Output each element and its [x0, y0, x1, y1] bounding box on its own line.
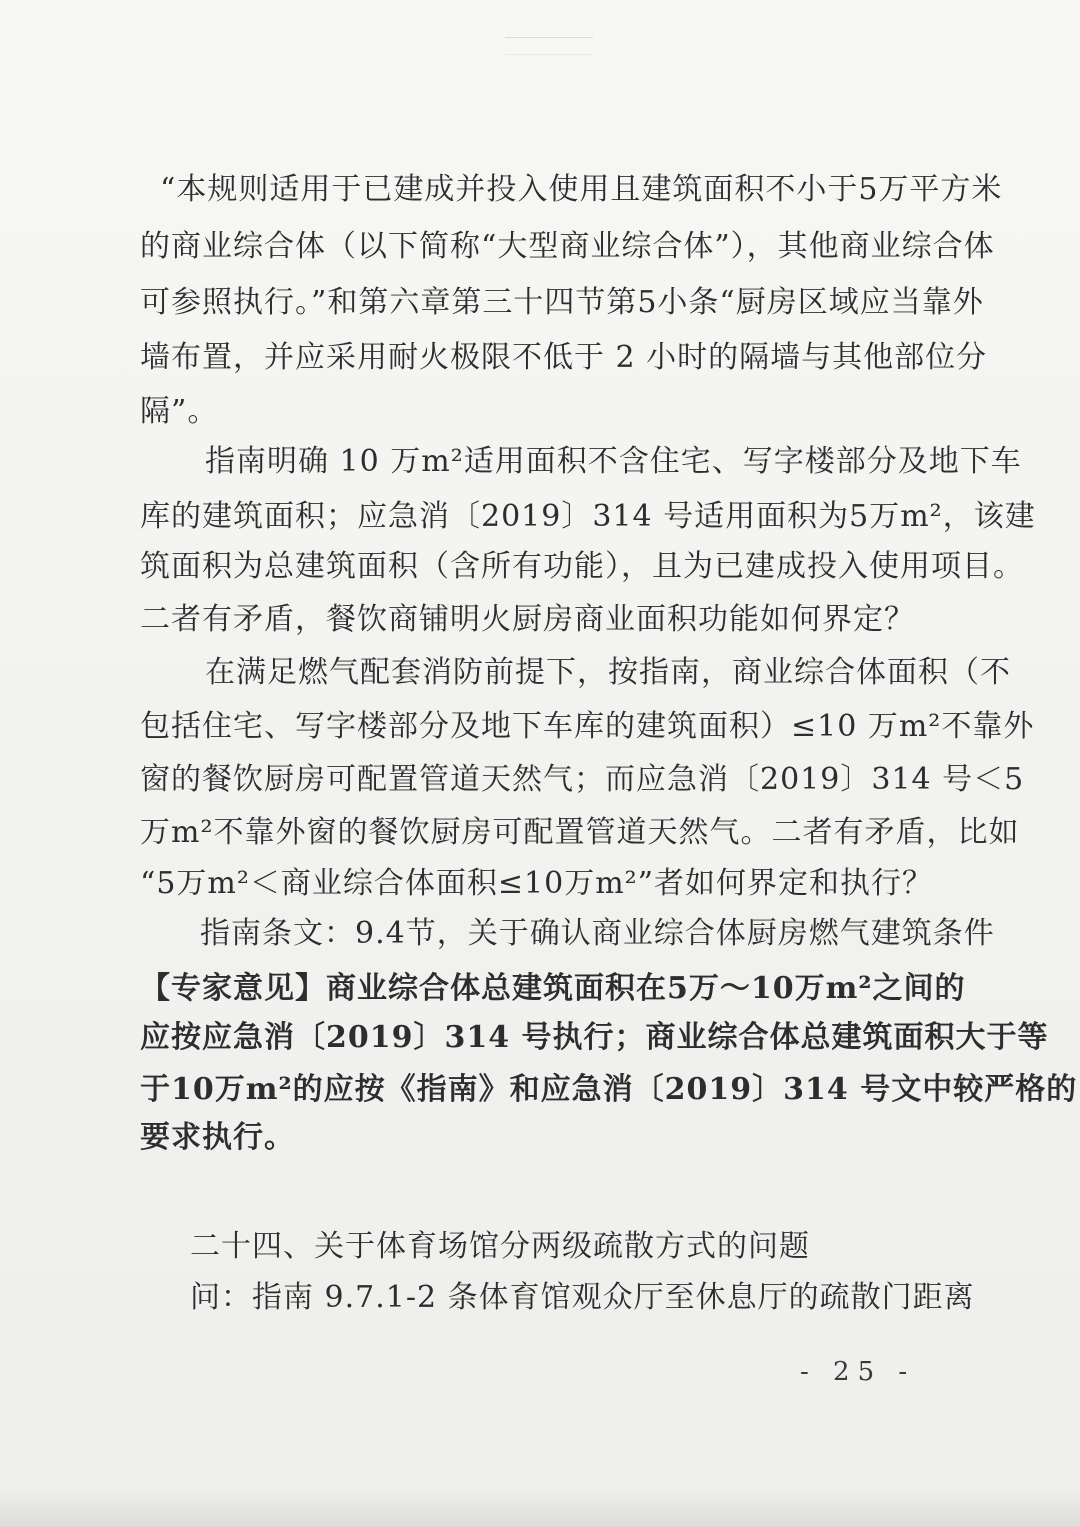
- scan-bottom-edge: [0, 1490, 1080, 1527]
- expert-opinion-line-2: 应按应急消〔2019〕314 号执行；商业综合体总建筑面积大于等: [140, 1020, 1049, 1055]
- paragraph-line-8: 筑面积为总建筑面积（含所有功能），且为已建成投入使用项目。: [140, 549, 1024, 584]
- paragraph-line-10: 在满足燃气配套消防前提下，按指南，商业综合体面积（不: [205, 655, 1011, 690]
- paragraph-line-5: 隔”。: [140, 394, 219, 429]
- paragraph-line-2: 的商业综合体（以下简称“大型商业综合体”），其他商业综合体: [140, 229, 995, 264]
- paragraph-line-4: 墙布置，并应采用耐火极限不低于 2 小时的隔墙与其他部位分: [140, 340, 988, 375]
- section-title: 二十四、关于体育场馆分两级疏散方式的问题: [190, 1229, 810, 1264]
- paragraph-line-12: 窗的餐饮厨房可配置管道天然气；而应急消〔2019〕314 号＜5: [140, 762, 1025, 797]
- expert-opinion-line-3: 于10万m²的应按《指南》和应急消〔2019〕314 号文中较严格的: [140, 1072, 1078, 1107]
- paragraph-line-11: 包括住宅、写字楼部分及地下车库的建筑面积）≤10 万m²不靠外: [140, 709, 1035, 744]
- paragraph-line-7: 库的建筑面积；应急消〔2019〕314 号适用面积为5万m²，该建: [140, 499, 1036, 534]
- paragraph-line-15: 指南条文：9.4节，关于确认商业综合体厨房燃气建筑条件: [200, 916, 995, 951]
- paragraph-line-14: “5万m²＜商业综合体面积≤10万m²”者如何界定和执行？: [140, 866, 934, 901]
- question-line: 问：指南 9.7.1-2 条体育馆观众厅至休息厅的疏散门距离: [190, 1280, 975, 1315]
- paragraph-line-6: 指南明确 10 万m²适用面积不含住宅、写字楼部分及地下车: [205, 444, 1022, 479]
- paragraph-line-13: 万m²不靠外窗的餐饮厨房可配置管道天然气。二者有矛盾，比如: [140, 815, 1020, 850]
- scan-top-mark: [505, 37, 593, 55]
- paragraph-line-1: “本规则适用于已建成并投入使用且建筑面积不小于5万平方米: [160, 172, 1003, 207]
- expert-opinion-line-4: 要求执行。: [140, 1120, 295, 1155]
- expert-opinion-line-1: 【专家意见】商业综合体总建筑面积在5万～10万m²之间的: [140, 971, 966, 1006]
- page-number: - 25 -: [800, 1357, 916, 1387]
- paragraph-line-9: 二者有矛盾，餐饮商铺明火厨房商业面积功能如何界定？: [140, 602, 915, 637]
- paragraph-line-3: 可参照执行。”和第六章第三十四节第5小条“厨房区域应当靠外: [140, 285, 984, 320]
